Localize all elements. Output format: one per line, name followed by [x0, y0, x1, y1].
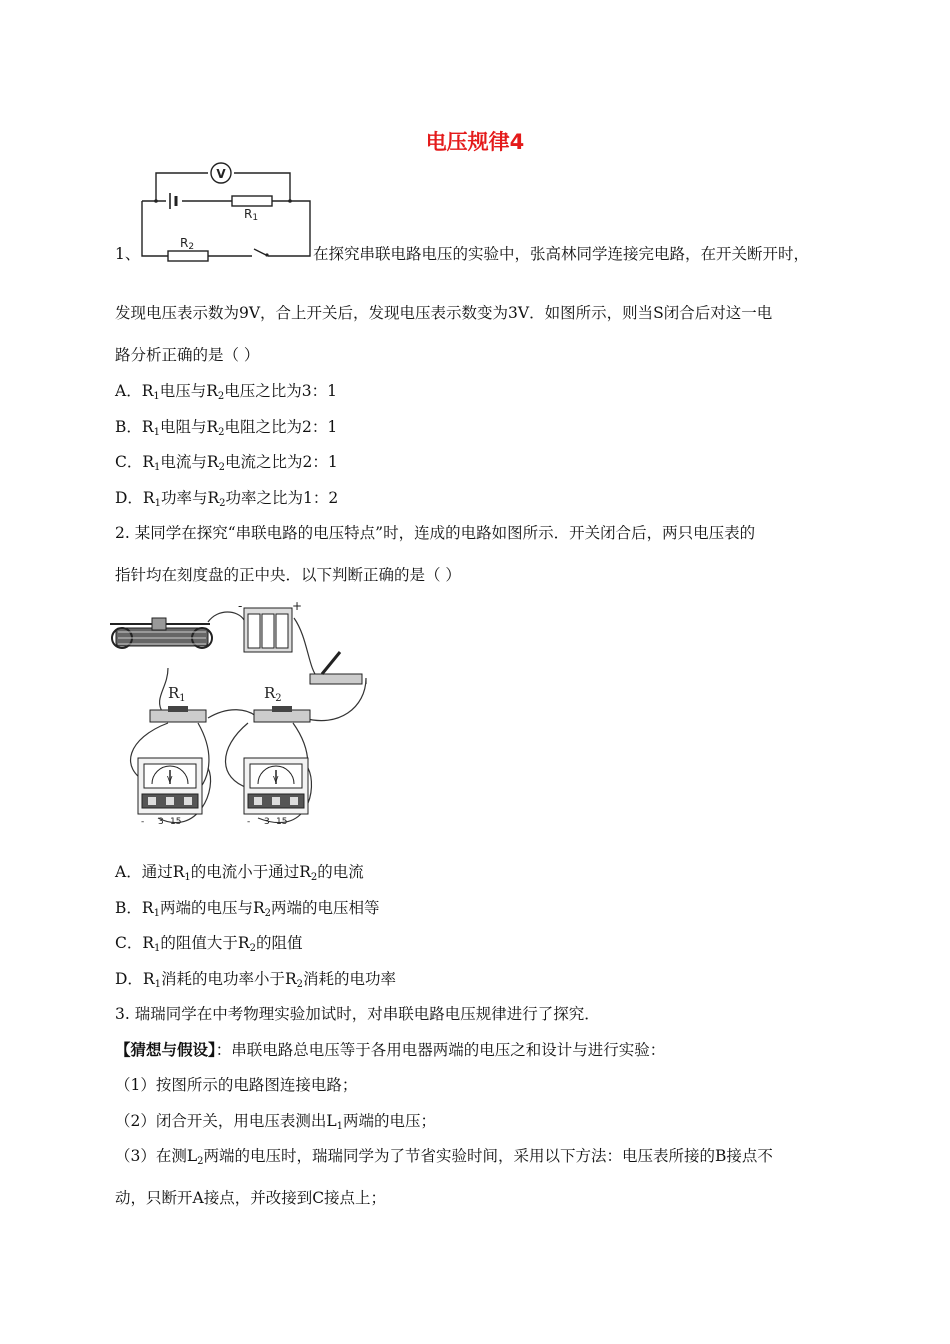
svg-text:15: 15: [276, 817, 288, 827]
resistor-r2-block: [254, 706, 310, 722]
svg-text:V: V: [167, 775, 173, 784]
q2-circuit-photo: [108, 598, 380, 830]
r1-figure-label: $R_1$: [168, 684, 186, 704]
resistor-r1-block: [150, 706, 206, 722]
battery-minus-label: -: [238, 599, 243, 613]
q2-option-b[interactable]: B．$R_1$两端的电压与$R_2$两端的电压相等: [115, 899, 380, 919]
knife-switch-illustration: [310, 652, 362, 684]
q1-circuit-diagram: [138, 158, 314, 262]
battery-symbol: [170, 193, 176, 209]
svg-text:-: -: [141, 817, 145, 827]
q1-option-d[interactable]: D．$R_1$功率与$R_2$功率之比为1：2: [115, 489, 339, 509]
q2-text-line2: 指针均在刻度盘的正中央．以下判断正确的是（ ）: [115, 566, 461, 584]
q3-step1: （1）按图所示的电路图连接电路；: [115, 1076, 358, 1094]
q1-number: 1、: [115, 245, 141, 263]
q3-text-line1: 3. 瑞瑞同学在中考物理实验加试时，对串联电路电压规律进行了探究．: [115, 1005, 600, 1023]
q1-text-line3: 路分析正确的是（ ）: [115, 346, 260, 364]
q1-option-b[interactable]: B．$R_1$电阻与$R_2$电阻之比为2：1: [115, 418, 338, 438]
resistor-r2: [168, 251, 208, 261]
svg-text:V: V: [273, 775, 279, 784]
q3-step3-line1: （3）在测$L_2$两端的电压时，瑞瑞同学为了节省实验时间，采用以下方法：电压表所接的B接点不: [115, 1147, 773, 1167]
q2-option-d[interactable]: D．$R_1$消耗的电功率小于$R_2$消耗的电功率: [115, 970, 397, 990]
svg-text:15: 15: [170, 817, 182, 827]
voltmeter-1-illustration: [138, 758, 202, 827]
q2-option-a[interactable]: A．通过$R_1$的电流小于通过$R_2$的电流: [115, 863, 364, 883]
q1-option-a[interactable]: A．$R_1$电压与$R_2$电压之比为3：1: [115, 382, 338, 402]
r2-label: R2: [180, 236, 195, 252]
switch-symbol: [265, 253, 268, 256]
q1-text-line2: 发现电压表示数为9V，合上开关后，发现电压表示数变为3V．如图所示，则当S闭合后对这一电: [115, 304, 773, 322]
resistor-r1: [232, 196, 272, 206]
svg-text:3: 3: [264, 817, 270, 827]
voltmeter-label: V: [216, 167, 226, 181]
q1-text-line1: 在探究串联电路电压的实验中，张高林同学连接完电路，在开关断开时，: [313, 245, 810, 263]
q3-step2: （2）闭合开关，用电压表测出$L_1$两端的电压；: [115, 1112, 437, 1132]
svg-text:-: -: [247, 817, 251, 827]
q2-text-line1: 2. 某同学在探究“串联电路的电压特点”时，连成的电路如图所示．开关闭合后，两只电压表的: [115, 524, 756, 542]
q2-option-c[interactable]: C．$R_1$的阻值大于$R_2$的阻值: [115, 934, 303, 954]
hypothesis-label: 【猜想与假设】: [115, 1040, 216, 1059]
q3-step3-line2: 动，只断开A接点，并改接到C接点上；: [115, 1189, 387, 1207]
svg-text:3: 3: [158, 817, 164, 827]
q3-hypothesis: 【猜想与假设】：串联电路总电压等于各用电器两端的电压之和设计与进行实验：: [115, 1040, 666, 1059]
q1-option-c[interactable]: C．$R_1$电流与$R_2$电流之比为2：1: [115, 453, 338, 473]
rheostat-illustration: [110, 618, 212, 648]
r2-figure-label: $R_2$: [264, 684, 282, 704]
page-title: 电压规律4: [425, 130, 525, 154]
r1-label: R1: [244, 207, 259, 223]
battery-plus-label: +: [292, 599, 303, 613]
battery-box-illustration: [238, 599, 302, 652]
